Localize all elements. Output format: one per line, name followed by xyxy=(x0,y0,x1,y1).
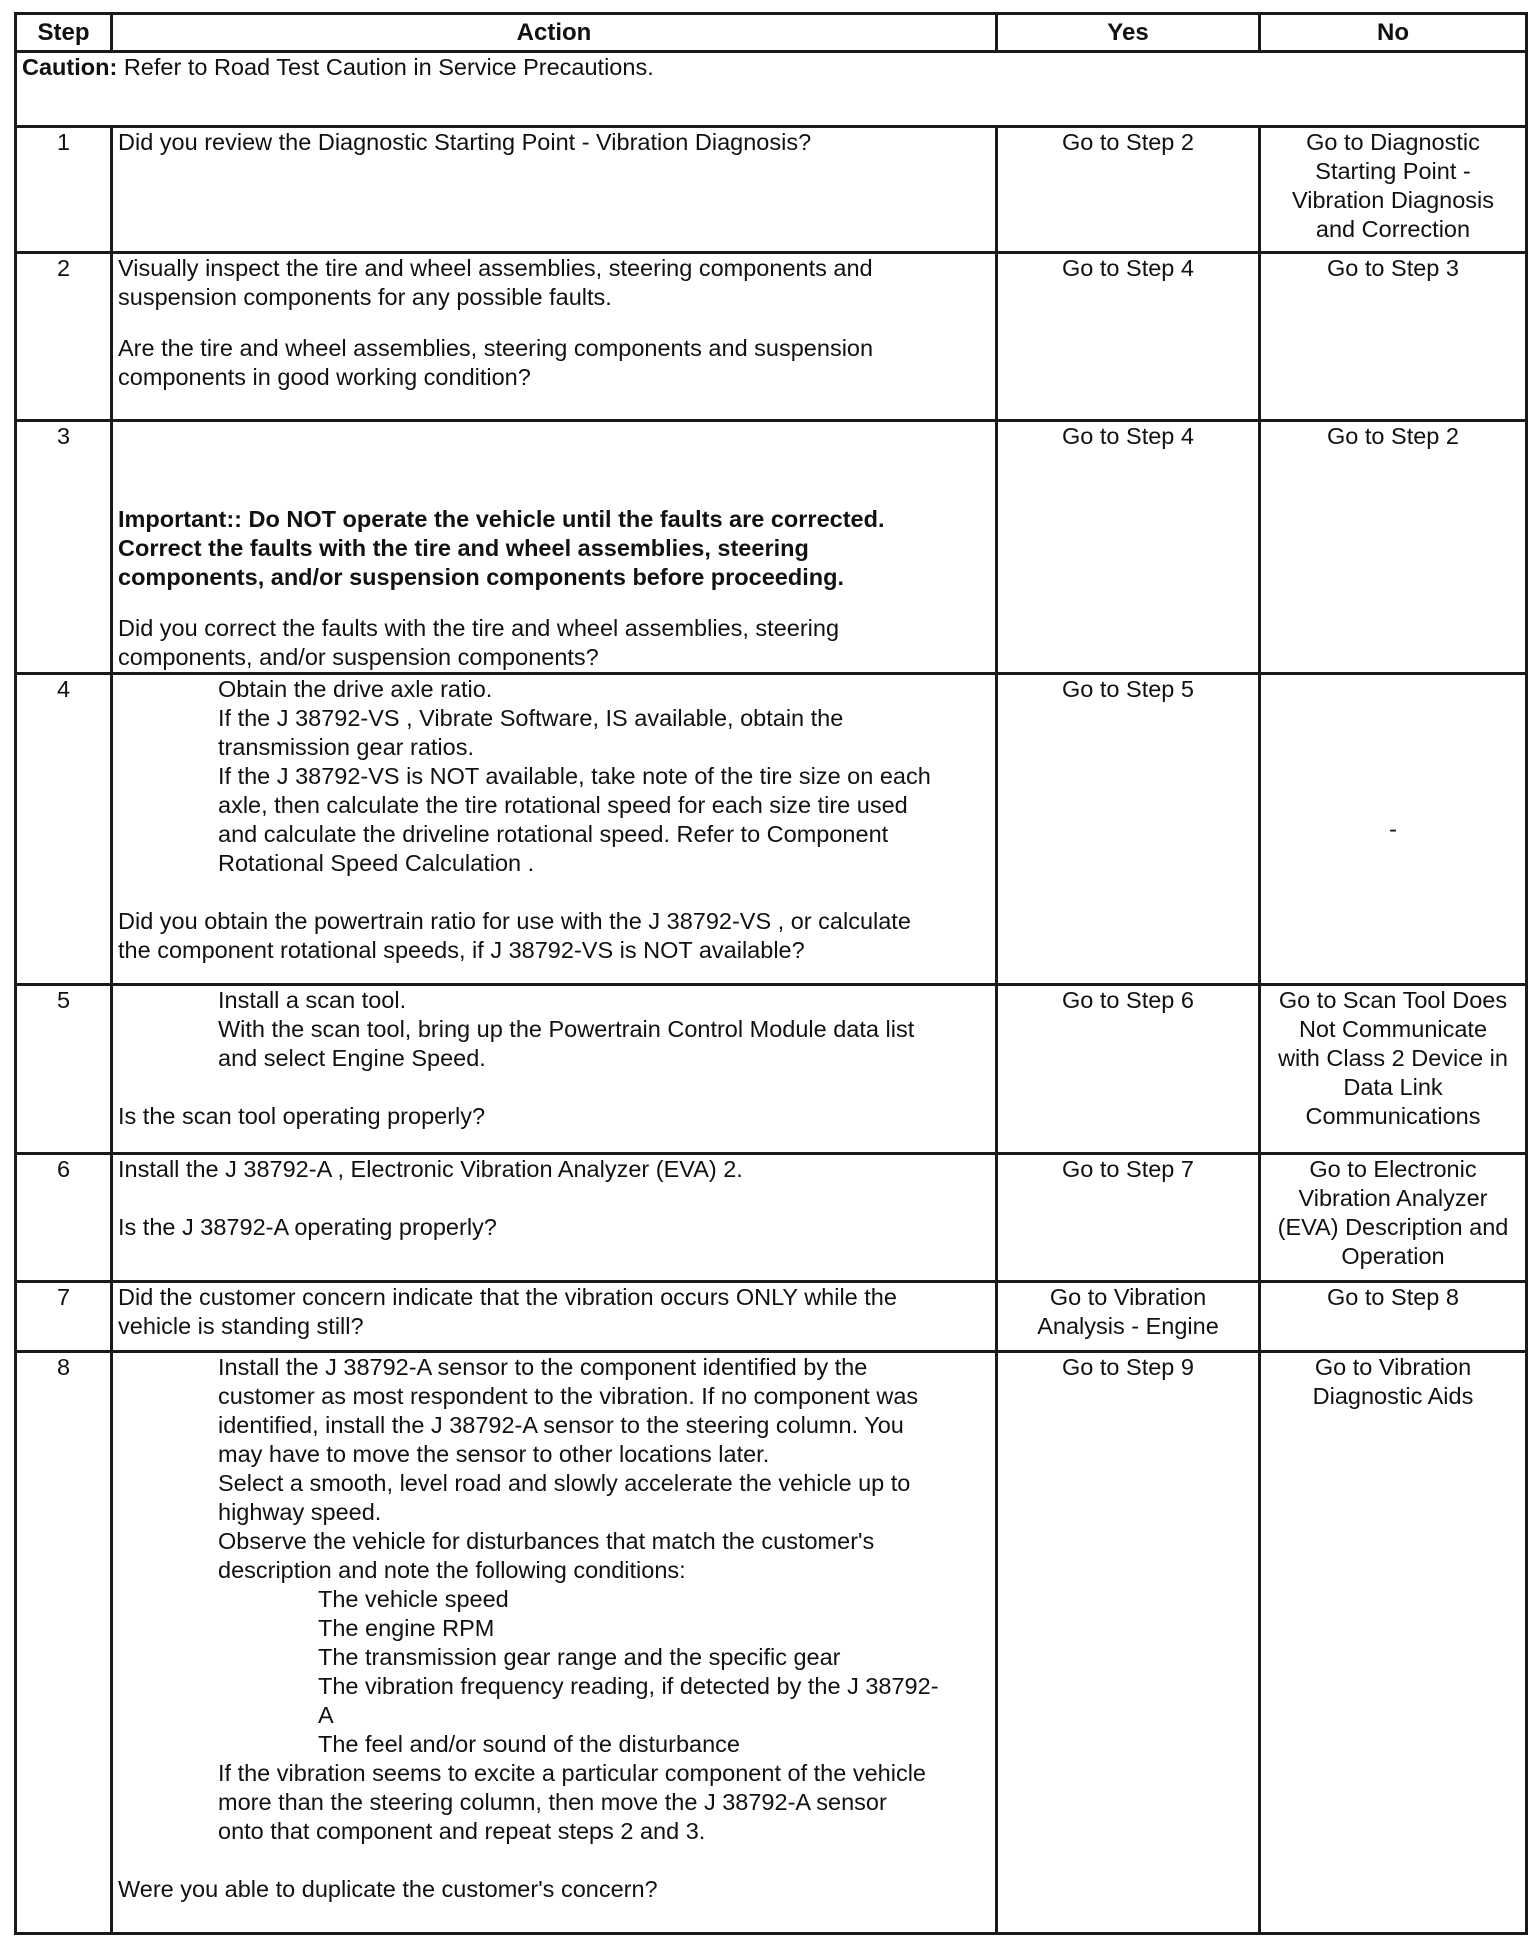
no-text: Starting Point - xyxy=(1315,158,1471,184)
step-number: 3 xyxy=(16,421,112,674)
action-text: Install the J 38792-A , Electronic Vibration Analyzer (EVA) 2. xyxy=(118,1156,743,1182)
yes-cell: Go to Step 6 xyxy=(997,985,1260,1154)
yes-cell: Go to Step 2 xyxy=(997,127,1260,253)
no-text: Data Link xyxy=(1343,1074,1443,1100)
no-text: with Class 2 Device in xyxy=(1278,1045,1508,1071)
action-text: Obtain the drive axle ratio. xyxy=(218,676,493,702)
yes-cell xyxy=(997,1282,1260,1352)
action-cell xyxy=(112,1352,997,1934)
action-text: vehicle is standing still? xyxy=(118,1313,364,1339)
important-text: Important:: Do NOT operate the vehicle until the faults are corrected. xyxy=(118,506,885,532)
action-text: If the J 38792-VS , Vibrate Software, IS available, obtain the xyxy=(218,705,844,731)
action-text: components in good working condition? xyxy=(118,364,531,390)
yes-cell: Go to Step 9 xyxy=(997,1352,1260,1934)
no-text: Go to Electronic xyxy=(1309,1156,1477,1182)
spacer xyxy=(118,1073,990,1102)
no-cell xyxy=(1260,1154,1527,1282)
action-text: suspension components for any possible faults. xyxy=(118,284,612,310)
action-cell xyxy=(112,1282,997,1352)
caution-cell xyxy=(16,52,1527,127)
no-cell xyxy=(1260,1352,1527,1934)
action-text: With the scan tool, bring up the Powertrain Control Module data list xyxy=(218,1016,915,1042)
table-row xyxy=(16,674,1527,985)
no-text: Operation xyxy=(1341,1243,1445,1269)
condition-item: The transmission gear range and the specific gear xyxy=(318,1644,841,1670)
table-row xyxy=(16,1352,1527,1934)
action-text: Did the customer concern indicate that the vibration occurs ONLY while the xyxy=(118,1284,897,1310)
condition-item: The vibration frequency reading, if detected by the J 38792- xyxy=(318,1673,939,1699)
action-text: Were you able to duplicate the customer's concern? xyxy=(118,1876,658,1902)
yes-text: Go to Vibration xyxy=(1049,1284,1207,1310)
step-number: 5 xyxy=(16,985,112,1154)
spacer xyxy=(118,592,990,614)
action-text: description and note the following conditions: xyxy=(218,1557,686,1583)
yes-text: Analysis - Engine xyxy=(1037,1313,1219,1339)
action-text: Are the tire and wheel assemblies, steering components and suspension xyxy=(118,335,874,361)
action-text: highway speed. xyxy=(218,1499,382,1525)
action-text: and select Engine Speed. xyxy=(218,1045,486,1071)
no-cell xyxy=(1260,674,1527,985)
header-step: Step xyxy=(16,14,112,52)
action-cell xyxy=(112,674,997,985)
no-text: Communications xyxy=(1305,1103,1481,1129)
yes-cell: Go to Step 4 xyxy=(997,421,1260,674)
action-text: Did you correct the faults with the tire and wheel assemblies, steering xyxy=(118,615,840,641)
action-text: identified, install the J 38792-A sensor to the steering column. You xyxy=(218,1412,904,1438)
step-number: 6 xyxy=(16,1154,112,1282)
action-text: Did you review the Diagnostic Starting Point - Vibration Diagnosis? xyxy=(118,129,812,155)
action-text: Select a smooth, level road and slowly accelerate the vehicle up to xyxy=(218,1470,911,1496)
action-text: components, and/or suspension components? xyxy=(118,644,599,670)
action-cell xyxy=(112,127,997,253)
action-cell xyxy=(112,985,997,1154)
action-text: the component rotational speeds, if J 38792-VS is NOT available? xyxy=(118,937,805,963)
action-text: and calculate the driveline rotational speed. Refer to Component xyxy=(218,821,889,847)
step-number: 8 xyxy=(16,1352,112,1934)
table-row xyxy=(16,1282,1527,1352)
action-text: Did you obtain the powertrain ratio for use with the J 38792-VS , or calculate xyxy=(118,908,911,934)
header-action: Action xyxy=(112,14,997,52)
step-number: 4 xyxy=(16,674,112,985)
no-text: and Correction xyxy=(1315,216,1471,242)
table-row xyxy=(16,1154,1527,1282)
step-number: 7 xyxy=(16,1282,112,1352)
action-text: axle, then calculate the tire rotational speed for each size tire used xyxy=(218,792,908,818)
important-text: components, and/or suspension components before proceeding. xyxy=(118,564,844,590)
action-cell xyxy=(112,253,997,421)
action-text: If the J 38792-VS is NOT available, take note of the tire size on each xyxy=(218,763,931,789)
table-row xyxy=(16,253,1527,421)
no-cell xyxy=(1260,985,1527,1154)
condition-item: The vehicle speed xyxy=(318,1586,509,1612)
action-text: Is the J 38792-A operating properly? xyxy=(118,1214,497,1240)
no-cell xyxy=(1260,253,1527,421)
action-text: Install the J 38792-A sensor to the component identified by the xyxy=(218,1354,868,1380)
condition-item: The feel and/or sound of the disturbance xyxy=(318,1731,740,1757)
no-text: Vibration Diagnosis xyxy=(1291,187,1495,213)
action-text: onto that component and repeat steps 2 and 3. xyxy=(218,1818,706,1844)
action-text: more than the steering column, then move the J 38792-A sensor xyxy=(218,1789,887,1815)
table-row xyxy=(16,985,1527,1154)
no-text: Go to Step 8 xyxy=(1327,1284,1459,1310)
header-yes: Yes xyxy=(997,14,1260,52)
header-no: No xyxy=(1260,14,1527,52)
action-cell xyxy=(112,421,997,674)
no-text: Go to Vibration xyxy=(1314,1354,1472,1380)
action-text: may have to move the sensor to other locations later. xyxy=(218,1441,770,1467)
action-text: If the vibration seems to excite a particular component of the vehicle xyxy=(218,1760,926,1786)
action-text: Rotational Speed Calculation . xyxy=(218,850,535,876)
no-cell xyxy=(1260,1282,1527,1352)
no-text: Diagnostic Aids xyxy=(1312,1383,1474,1409)
diagnostic-table xyxy=(14,12,1528,1935)
step-number: 1 xyxy=(16,127,112,253)
action-text: transmission gear ratios. xyxy=(218,734,474,760)
no-cell xyxy=(1260,127,1527,253)
no-text: - xyxy=(1389,815,1397,842)
no-text: Go to Diagnostic xyxy=(1306,129,1480,155)
caution-text: Refer to Road Test Caution in Service Precautions. xyxy=(123,54,654,80)
action-text: Observe the vehicle for disturbances that match the customer's xyxy=(218,1528,875,1554)
yes-cell: Go to Step 5 xyxy=(997,674,1260,985)
table-row xyxy=(16,127,1527,253)
header-row xyxy=(16,14,1527,52)
no-text: Not Communicate xyxy=(1298,1016,1488,1042)
table-row xyxy=(16,421,1527,674)
spacer xyxy=(118,878,990,907)
caution-label: Caution: xyxy=(22,54,118,80)
action-text: Install a scan tool. xyxy=(218,987,407,1013)
action-text: Visually inspect the tire and wheel assemblies, steering components and xyxy=(118,255,873,281)
action-text: customer as most respondent to the vibration. If no component was xyxy=(218,1383,919,1409)
no-text: Go to Step 2 xyxy=(1327,423,1459,449)
yes-cell: Go to Step 7 xyxy=(997,1154,1260,1282)
yes-cell: Go to Step 4 xyxy=(997,253,1260,421)
condition-item: A xyxy=(318,1702,334,1728)
spacer xyxy=(118,1184,990,1213)
caution-row xyxy=(16,52,1527,127)
spacer xyxy=(118,1846,990,1875)
no-text: Go to Step 3 xyxy=(1327,255,1459,281)
important-text: Correct the faults with the tire and wheel assemblies, steering xyxy=(118,535,809,561)
action-cell xyxy=(112,1154,997,1282)
no-text: Go to Scan Tool Does xyxy=(1278,987,1508,1013)
step-number: 2 xyxy=(16,253,112,421)
no-cell xyxy=(1260,421,1527,674)
spacer xyxy=(118,312,990,334)
no-text: (EVA) Description and xyxy=(1277,1214,1509,1240)
condition-item: The engine RPM xyxy=(318,1615,495,1641)
no-text: Vibration Analyzer xyxy=(1298,1185,1488,1211)
action-text: Is the scan tool operating properly? xyxy=(118,1103,486,1129)
